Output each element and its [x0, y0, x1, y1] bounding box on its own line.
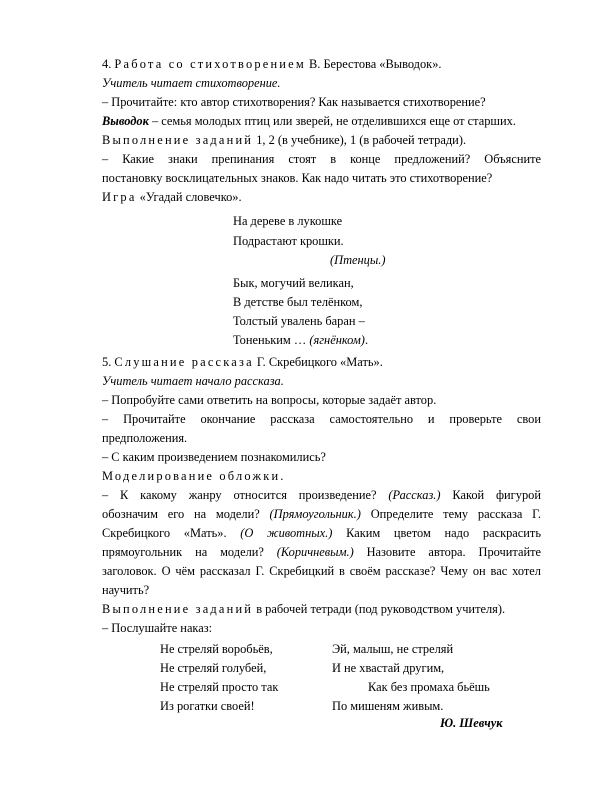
question-author: – Прочитайте: кто автор стихотворения? Как называется стихотворение? [102, 95, 486, 109]
riddle-2-end: . [364, 333, 369, 347]
task-heading: Выполнение заданий [102, 602, 254, 616]
riddle-2-line-4 [233, 333, 368, 348]
poem-left-2: Не стреляй голубей, [160, 661, 267, 675]
modeling-line-6: научить? [102, 583, 150, 597]
section-4-title [102, 57, 442, 72]
text: Определите тему рассказа Г. [370, 507, 541, 521]
poem-right-3: Как без промаха бьёшь [368, 680, 490, 694]
question-read-end-2: предположения. [102, 431, 188, 445]
game-line [102, 190, 242, 205]
riddle-2-answer: (ягнёнком) [309, 333, 365, 347]
modeling-line-1 [102, 488, 541, 503]
teacher-note: Учитель читает стихотворение. [102, 76, 281, 90]
text: Скребицкого «Мать». [102, 526, 227, 540]
riddle-1-line-2: Подрастают крошки. [233, 234, 344, 248]
modeling-line-5: заголовок. О чём рассказал Г. Скребицкий в своём рассказе? Чему он вас хотел [102, 564, 541, 578]
question-answer-self: – Попробуйте сами ответить на вопросы, которые задаёт автор. [102, 393, 437, 407]
poem-left-3: Не стреляй просто так [160, 680, 279, 694]
modeling-line-4 [102, 545, 541, 560]
riddle-2-line-3: Толстый увалень баран – [233, 314, 365, 328]
listen-line: – Послушайте наказ: [102, 621, 213, 635]
section-number: 4. [102, 57, 112, 71]
task-heading: Выполнение заданий [102, 133, 254, 147]
poem-right-4: По мишеням живым. [332, 699, 444, 713]
task-line [102, 602, 505, 617]
definition [102, 114, 516, 129]
modeling-line-3 [102, 526, 541, 541]
question-punctuation-2: постановку восклицательных знаков. Как надо читать это стихотворение? [102, 171, 493, 185]
definition-term: Выводок [102, 114, 149, 128]
poem-right-1: Эй, малыш, не стреляй [332, 642, 454, 656]
text: Какой фигурой [452, 488, 541, 502]
modeling-heading: Моделирование обложки. [102, 469, 286, 483]
section-number: 5. [102, 355, 112, 369]
poem-author: Ю. Шевчук [440, 716, 503, 730]
section-heading: Работа со стихотворением [114, 57, 306, 71]
game-heading: Игра [102, 190, 137, 204]
poem-right-2: И не хвастай другим, [332, 661, 445, 675]
definition-text: – семья молодых птиц или зверей, не отделившихся еще от старших. [148, 114, 516, 128]
task-line [102, 133, 466, 148]
answer: (Рассказ.) [388, 488, 441, 502]
poem-left-4: Из рогатки своей! [160, 699, 255, 713]
riddle-1-line-1: На дереве в лукошке [233, 214, 343, 228]
answer: (Прямоугольник.) [269, 507, 361, 521]
text: Каким цветом надо раскрасить [346, 526, 541, 540]
section-title-tail: В. Берестова «Выводок». [308, 57, 442, 71]
riddle-2-last-text: Тоненьким … [233, 333, 310, 347]
poem-left-1: Не стреляй воробьёв, [160, 642, 273, 656]
riddle-2-line-2: В детстве был телёнком, [233, 295, 363, 309]
question-punctuation-1: – Какие знаки препинания стоят в конце предложений? Объясните [102, 152, 541, 166]
question-read-end-1: – Прочитайте окончание рассказа самостоятельно и проверьте свои [102, 412, 541, 426]
text: Назовите автора. Прочитайте [366, 545, 541, 559]
section-heading: Слушание рассказа [114, 355, 254, 369]
answer: (Коричневым.) [276, 545, 354, 559]
modeling-line-2 [102, 507, 541, 522]
teacher-note: Учитель читает начало рассказа. [102, 374, 284, 388]
section-5-title [102, 355, 383, 370]
answer: (О животных.) [240, 526, 333, 540]
section-title-tail: Г. Скребицкого «Мать». [256, 355, 383, 369]
task-text: 1, 2 (в учебнике), 1 (в рабочей тетради). [253, 133, 467, 147]
task-text: в рабочей тетради (под руководством учителя). [253, 602, 506, 616]
text: – К какому жанру относится произведение? [102, 488, 377, 502]
text: обозначим его на модели? [102, 507, 260, 521]
text: прямоугольник на модели? [102, 545, 264, 559]
game-title: «Угадай словечко». [136, 190, 242, 204]
question-which-work: – С каким произведением познакомились? [102, 450, 326, 464]
riddle-1-answer: (Птенцы.) [330, 253, 386, 267]
riddle-2-line-1: Бык, могучий великан, [233, 276, 354, 290]
